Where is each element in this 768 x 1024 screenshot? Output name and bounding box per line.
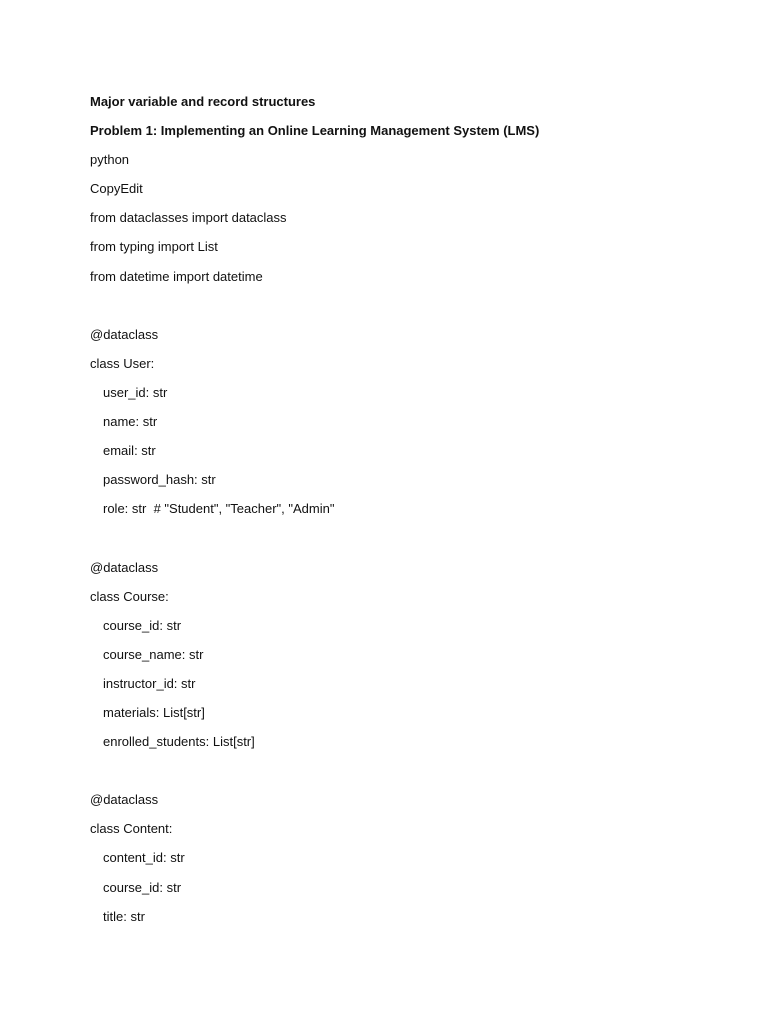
document-heading: Major variable and record structures — [90, 94, 316, 109]
code-language-label: python — [90, 152, 130, 168]
course-decorator: @dataclass — [90, 559, 159, 575]
content-field: title: str — [103, 908, 145, 924]
course-field: instructor_id: str — [103, 675, 196, 691]
user-decorator: @dataclass — [90, 326, 159, 342]
copy-edit-label: CopyEdit — [90, 181, 143, 197]
course-class-declaration: class Course: — [90, 588, 169, 604]
course-field: course_id: str — [103, 617, 182, 633]
user-class-declaration: class User: — [90, 355, 155, 371]
content-field: course_id: str — [103, 879, 182, 895]
user-field: role: str # "Student", "Teacher", "Admin" — [103, 501, 335, 517]
content-decorator: @dataclass — [90, 792, 159, 808]
content-field: content_id: str — [103, 850, 185, 866]
document-body — [90, 92, 710, 936]
import-line: from dataclasses import dataclass — [90, 210, 287, 226]
course-field: materials: List[str] — [103, 704, 205, 720]
import-line: from datetime import datetime — [90, 268, 263, 284]
blank-line — [90, 761, 710, 790]
blank-line — [90, 528, 710, 557]
user-field: user_id: str — [103, 384, 168, 400]
course-field: course_name: str — [103, 646, 204, 662]
user-field: email: str — [103, 443, 156, 459]
course-field: enrolled_students: List[str] — [103, 734, 255, 750]
blank-line — [90, 296, 710, 325]
problem-title: Problem 1: Implementing an Online Learning Management System (LMS) — [90, 123, 540, 139]
import-line: from typing import List — [90, 239, 218, 255]
user-field: name: str — [103, 414, 158, 430]
content-class-declaration: class Content: — [90, 821, 173, 837]
user-field: password_hash: str — [103, 472, 216, 488]
